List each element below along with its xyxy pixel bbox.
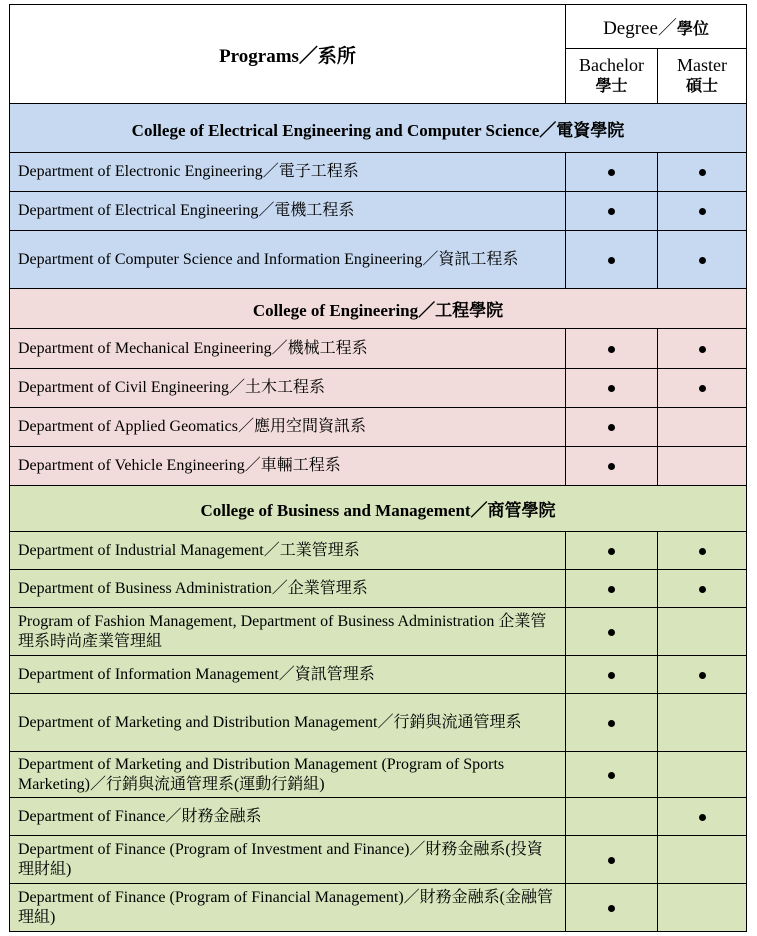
bachelor-cell	[566, 570, 658, 608]
master-header-zh: 碩士	[685, 78, 718, 95]
department-row	[10, 532, 747, 570]
bachelor-cell	[566, 884, 658, 932]
department-name: Department of Civil Engineering／土木工程系	[10, 369, 566, 408]
bachelor-cell	[566, 329, 658, 369]
bachelor-offered-dot	[608, 857, 615, 864]
bachelor-cell	[566, 447, 658, 486]
master-cell	[658, 447, 747, 486]
department-row	[10, 752, 747, 798]
programs-header: Programs／系所	[10, 5, 566, 104]
department-row	[10, 447, 747, 486]
master-cell	[658, 884, 747, 932]
department-name: Program of Fashion Management, Department of Business Administration 企業管理系時尚產業管理組	[10, 608, 566, 656]
master-cell	[658, 532, 747, 570]
department-name: Department of Finance (Program of Investment and Finance)／財務金融系(投資理財組)	[10, 836, 566, 884]
college-name: College of Electrical Engineering and Computer Science／電資學院	[10, 104, 747, 153]
bachelor-cell	[566, 752, 658, 798]
bachelor-offered-dot	[608, 385, 615, 392]
department-row	[10, 231, 747, 289]
department-row	[10, 408, 747, 447]
master-offered-dot	[699, 672, 706, 679]
college-row-engineering	[10, 289, 747, 329]
master-cell	[658, 192, 747, 231]
master-cell	[658, 329, 747, 369]
bachelor-header-zh: 學士	[595, 78, 628, 95]
department-row	[10, 329, 747, 369]
degree-header-en: Degree／	[603, 18, 677, 39]
master-cell	[658, 752, 747, 798]
master-cell	[658, 836, 747, 884]
bachelor-header	[566, 49, 658, 104]
master-cell	[658, 656, 747, 694]
bachelor-offered-dot	[608, 169, 615, 176]
master-cell	[658, 408, 747, 447]
bachelor-offered-dot	[608, 720, 615, 727]
bachelor-offered-dot	[608, 772, 615, 779]
bachelor-offered-dot	[608, 548, 615, 555]
bachelor-cell	[566, 231, 658, 289]
master-offered-dot	[699, 814, 706, 821]
department-row	[10, 608, 747, 656]
master-offered-dot	[699, 208, 706, 215]
bachelor-cell	[566, 694, 658, 752]
department-row	[10, 836, 747, 884]
master-cell	[658, 570, 747, 608]
master-cell	[658, 694, 747, 752]
department-name: Department of Marketing and Distribution Management／行銷與流通管理系	[10, 694, 566, 752]
department-name: Department of Industrial Management／工業管理系	[10, 532, 566, 570]
master-offered-dot	[699, 548, 706, 555]
bachelor-offered-dot	[608, 463, 615, 470]
department-name: Department of Marketing and Distribution Management (Program of Sports Marketing)／行銷與流通管理系(運動行銷組)	[10, 752, 566, 798]
bachelor-offered-dot	[608, 257, 615, 264]
department-name: Department of Finance (Program of Financial Management)／財務金融系(金融管理組)	[10, 884, 566, 932]
degree-header-zh: 學位	[676, 21, 709, 38]
master-offered-dot	[699, 586, 706, 593]
bachelor-offered-dot	[608, 424, 615, 431]
master-header-en: Master	[677, 55, 727, 75]
bachelor-cell	[566, 836, 658, 884]
department-name: Department of Applied Geomatics／應用空間資訊系	[10, 408, 566, 447]
bachelor-offered-dot	[608, 629, 615, 636]
bachelor-cell	[566, 608, 658, 656]
master-cell	[658, 369, 747, 408]
master-offered-dot	[699, 169, 706, 176]
master-offered-dot	[699, 257, 706, 264]
department-name: Department of Finance／財務金融系	[10, 798, 566, 836]
bachelor-cell	[566, 408, 658, 447]
master-cell	[658, 608, 747, 656]
department-name: Department of Computer Science and Information Engineering／資訊工程系	[10, 231, 566, 289]
bachelor-cell	[566, 798, 658, 836]
college-name: College of Business and Management／商管學院	[10, 486, 747, 532]
bachelor-cell	[566, 192, 658, 231]
department-name: Department of Information Management／資訊管理系	[10, 656, 566, 694]
bachelor-offered-dot	[608, 346, 615, 353]
master-cell	[658, 231, 747, 289]
department-row	[10, 369, 747, 408]
department-name: Department of Business Administration／企業管理系	[10, 570, 566, 608]
bachelor-offered-dot	[608, 905, 615, 912]
master-cell	[658, 153, 747, 192]
bachelor-offered-dot	[608, 208, 615, 215]
master-header	[658, 49, 747, 104]
bachelor-offered-dot	[608, 672, 615, 679]
department-row	[10, 570, 747, 608]
department-name: Department of Electronic Engineering／電子工程系	[10, 153, 566, 192]
department-row	[10, 798, 747, 836]
college-row-business	[10, 486, 747, 532]
degree-programs-table	[9, 4, 747, 932]
department-name: Department of Mechanical Engineering／機械工程系	[10, 329, 566, 369]
master-offered-dot	[699, 385, 706, 392]
bachelor-cell	[566, 532, 658, 570]
bachelor-header-en: Bachelor	[579, 55, 644, 75]
master-offered-dot	[699, 346, 706, 353]
department-name: Department of Vehicle Engineering／車輛工程系	[10, 447, 566, 486]
department-row	[10, 884, 747, 932]
bachelor-cell	[566, 153, 658, 192]
department-row	[10, 656, 747, 694]
bachelor-cell	[566, 656, 658, 694]
master-cell	[658, 798, 747, 836]
bachelor-offered-dot	[608, 586, 615, 593]
department-name: Department of Electrical Engineering／電機工程系	[10, 192, 566, 231]
college-name: College of Engineering／工程學院	[10, 289, 747, 329]
department-row	[10, 694, 747, 752]
bachelor-cell	[566, 369, 658, 408]
department-row	[10, 192, 747, 231]
college-row-eecs	[10, 104, 747, 153]
department-row	[10, 153, 747, 192]
degree-header	[566, 5, 747, 49]
